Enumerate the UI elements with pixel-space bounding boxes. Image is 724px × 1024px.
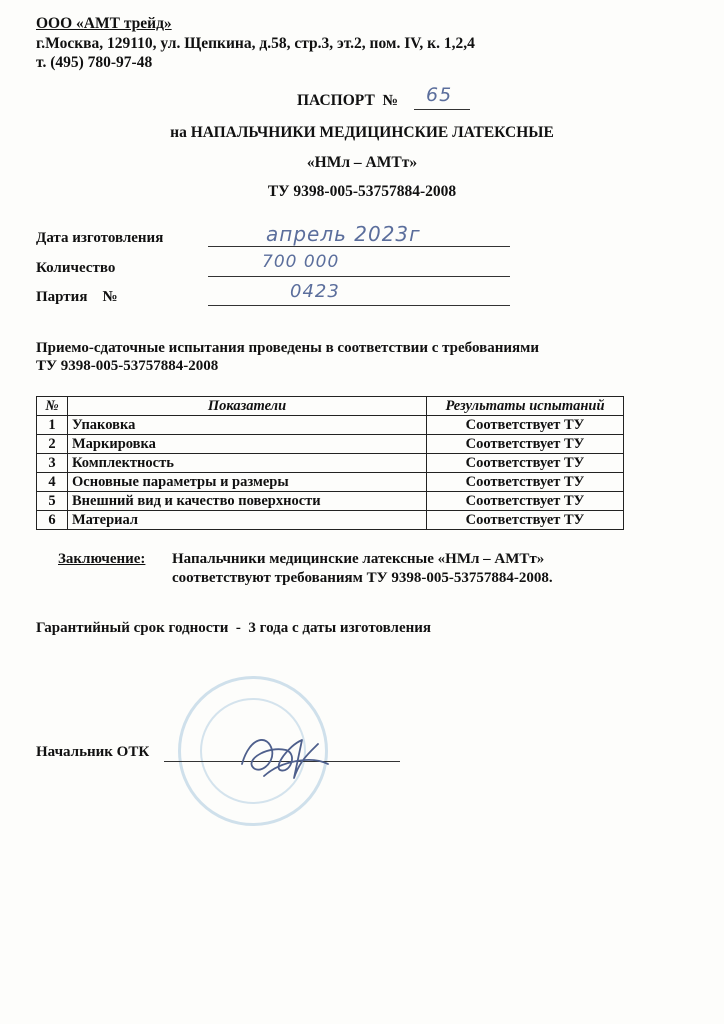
- conclusion-label: Заключение:: [58, 551, 146, 567]
- company-name: ООО «АМТ трейд»: [36, 15, 172, 32]
- row-result: Соответствует ТУ: [427, 435, 624, 454]
- row-num: 4: [37, 473, 68, 492]
- warranty: Гарантийный срок годности - 3 года с даты изготовления: [36, 620, 432, 636]
- quantity-line: [208, 276, 510, 277]
- batch-value: 0423: [290, 281, 340, 302]
- date-line: [208, 246, 510, 247]
- row-result: Соответствует ТУ: [427, 492, 624, 511]
- company-phone: т. (495) 780-97-48: [36, 54, 153, 71]
- row-result: Соответствует ТУ: [427, 511, 624, 530]
- row-indicator: Основные параметры и размеры: [68, 473, 427, 492]
- row-indicator: Комплектность: [68, 454, 427, 473]
- row-result: Соответствует ТУ: [427, 454, 624, 473]
- header-indicator: Показатели: [68, 397, 427, 416]
- row-indicator: Внешний вид и качество поверхности: [68, 492, 427, 511]
- header-result: Результаты испытаний: [427, 397, 624, 416]
- batch-label: Партия №: [36, 289, 118, 305]
- row-num: 3: [37, 454, 68, 473]
- conclusion-line1: Напальчники медицинские латексные «НМл – АМТт»: [172, 551, 545, 567]
- quantity-label: Количество: [36, 260, 116, 276]
- table-row: [37, 416, 624, 435]
- table-header-row: [37, 397, 624, 416]
- passport-subtitle: на НАПАЛЬЧНИКИ МЕДИЦИНСКИЕ ЛАТЕКСНЫЕ: [170, 124, 554, 141]
- signature-icon: [228, 716, 338, 796]
- row-num: 1: [37, 416, 68, 435]
- row-indicator: Упаковка: [68, 416, 427, 435]
- conclusion-line2: соответствуют требованиям ТУ 9398-005-53757884-2008.: [172, 570, 553, 586]
- tests-intro-line2: ТУ 9398-005-53757884-2008: [36, 358, 219, 374]
- signature-label: Начальник ОТК: [36, 744, 150, 760]
- quantity-value: 700 000: [262, 252, 340, 272]
- table-row: [37, 454, 624, 473]
- row-indicator: Материал: [68, 511, 427, 530]
- row-num: 6: [37, 511, 68, 530]
- row-num: 5: [37, 492, 68, 511]
- batch-line: [208, 305, 510, 306]
- row-result: Соответствует ТУ: [427, 473, 624, 492]
- company-address: г.Москва, 129110, ул. Щепкина, д.58, стр.3, эт.2, пом. IV, к. 1,2,4: [36, 35, 475, 52]
- row-num: 2: [37, 435, 68, 454]
- tests-intro-line1: Приемо-сдаточные испытания проведены в соответствии с требованиями: [36, 340, 539, 356]
- passport-number-line: [414, 109, 470, 110]
- product-code: «НМл – АМТт»: [306, 154, 418, 171]
- header-num: №: [37, 397, 68, 416]
- results-table: [36, 396, 624, 530]
- table-row: [37, 511, 624, 530]
- row-indicator: Маркировка: [68, 435, 427, 454]
- date-label: Дата изготовления: [36, 230, 164, 246]
- passport-number: 65: [426, 84, 453, 106]
- row-result: Соответствует ТУ: [427, 416, 624, 435]
- table-row: [37, 435, 624, 454]
- passport-title: ПАСПОРТ №: [297, 92, 399, 109]
- date-value: апрель 2023г: [266, 222, 421, 246]
- table-row: [37, 492, 624, 511]
- product-tu: ТУ 9398-005-53757884-2008: [267, 183, 457, 200]
- table-row: [37, 473, 624, 492]
